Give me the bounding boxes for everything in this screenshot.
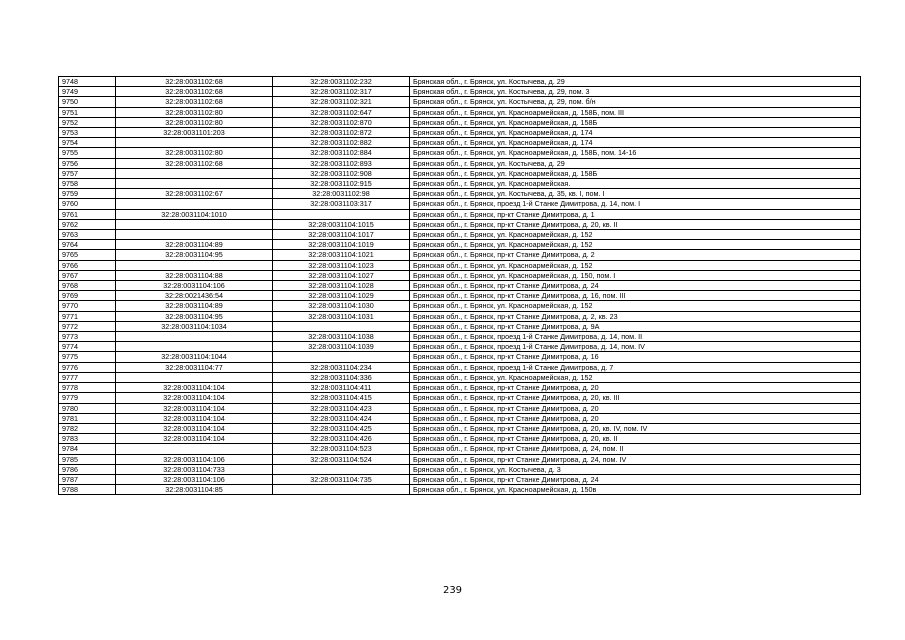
land-cadastral-number-cell: 32:28:0031102:67 [116,189,273,199]
table-row [59,260,861,270]
address-cell: Брянская обл., г. Брянск, пр-кт Станке Димитрова, д. 24 [410,281,861,291]
row-number-cell: 9751 [59,107,116,117]
land-cadastral-number-cell: 32:28:0031101:203 [116,128,273,138]
table-row [59,270,861,280]
object-cadastral-number-cell: 32:28:0031104:524 [273,454,410,464]
table-row [59,199,861,209]
address-cell: Брянская обл., г. Брянск, ул. Красноармейская, д. 174 [410,128,861,138]
row-number-cell: 9756 [59,158,116,168]
object-cadastral-number-cell: 32:28:0031102:870 [273,117,410,127]
land-cadastral-number-cell [116,168,273,178]
table-row [59,291,861,301]
land-cadastral-number-cell [116,332,273,342]
land-cadastral-number-cell [116,372,273,382]
land-cadastral-number-cell: 32:28:0031104:106 [116,281,273,291]
row-number-cell: 9755 [59,148,116,158]
address-cell: Брянская обл., г. Брянск, пр-кт Станке Димитрова, д. 1 [410,209,861,219]
address-cell: Брянская обл., г. Брянск, пр-кт Станке Димитрова, д. 20 [410,413,861,423]
object-cadastral-number-cell: 32:28:0031104:1015 [273,219,410,229]
land-cadastral-number-cell: 32:28:0031104:89 [116,240,273,250]
row-number-cell: 9770 [59,301,116,311]
land-cadastral-number-cell: 32:28:0031104:104 [116,393,273,403]
object-cadastral-number-cell: 32:28:0031103:317 [273,199,410,209]
object-cadastral-number-cell: 32:28:0031104:1027 [273,270,410,280]
land-cadastral-number-cell [116,138,273,148]
address-cell: Брянская обл., г. Брянск, ул. Красноармейская, д. 158Б, пом. III [410,107,861,117]
address-cell: Брянская обл., г. Брянск, пр-кт Станке Димитрова, д. 24 [410,474,861,484]
address-cell: Брянская обл., г. Брянск, пр-кт Станке Димитрова, д. 16, пом. III [410,291,861,301]
address-cell: Брянская обл., г. Брянск, ул. Красноармейская, д. 152 [410,260,861,270]
object-cadastral-number-cell [273,209,410,219]
table-row [59,107,861,117]
row-number-cell: 9753 [59,128,116,138]
object-cadastral-number-cell: 32:28:0031102:317 [273,87,410,97]
address-cell: Брянская обл., г. Брянск, ул. Красноармейская, д. 152 [410,230,861,240]
object-cadastral-number-cell: 32:28:0031102:647 [273,107,410,117]
address-cell: Брянская обл., г. Брянск, ул. Костычева, д. 35, кв. I, пом. I [410,189,861,199]
table-row [59,413,861,423]
row-number-cell: 9759 [59,189,116,199]
land-cadastral-number-cell: 32:28:0031104:95 [116,250,273,260]
object-cadastral-number-cell: 32:28:0031104:523 [273,444,410,454]
page-number: 239 [442,585,463,596]
land-cadastral-number-cell: 32:28:0031104:1010 [116,209,273,219]
row-number-cell: 9761 [59,209,116,219]
address-cell: Брянская обл., г. Брянск, пр-кт Станке Димитрова, д. 20, кв. III [410,393,861,403]
table-row [59,219,861,229]
object-cadastral-number-cell: 32:28:0031102:98 [273,189,410,199]
object-cadastral-number-cell: 32:28:0031104:1028 [273,281,410,291]
table-row [59,301,861,311]
address-cell: Брянская обл., г. Брянск, пр-кт Станке Димитрова, д. 24, пом. IV [410,454,861,464]
land-cadastral-number-cell: 32:28:0031104:106 [116,454,273,464]
table-row [59,230,861,240]
object-cadastral-number-cell: 32:28:0031104:425 [273,423,410,433]
address-cell: Брянская обл., г. Брянск, проезд 1-й Станке Димитрова, д. 14, пом. IV [410,342,861,352]
row-number-cell: 9788 [59,485,116,495]
table-row [59,383,861,393]
land-cadastral-number-cell [116,444,273,454]
row-number-cell: 9775 [59,352,116,362]
object-cadastral-number-cell [273,464,410,474]
land-cadastral-number-cell: 32:28:0031102:80 [116,148,273,158]
object-cadastral-number-cell: 32:28:0031104:411 [273,383,410,393]
address-cell: Брянская обл., г. Брянск, пр-кт Станке Димитрова, д. 20, кв. IV, пом. IV [410,423,861,433]
land-cadastral-number-cell: 32:28:0031104:1044 [116,352,273,362]
row-number-cell: 9781 [59,413,116,423]
row-number-cell: 9752 [59,117,116,127]
address-cell: Брянская обл., г. Брянск, ул. Красноармейская, д. 158Б [410,117,861,127]
row-number-cell: 9762 [59,219,116,229]
row-number-cell: 9782 [59,423,116,433]
table-row [59,321,861,331]
object-cadastral-number-cell: 32:28:0031102:872 [273,128,410,138]
table-row [59,342,861,352]
address-cell: Брянская обл., г. Брянск, проезд 1-й Станке Димитрова, д. 7 [410,362,861,372]
object-cadastral-number-cell: 32:28:0031104:1023 [273,260,410,270]
land-cadastral-number-cell: 32:28:0031104:104 [116,434,273,444]
land-cadastral-number-cell: 32:28:0031104:95 [116,311,273,321]
address-cell: Брянская обл., г. Брянск, проезд 1-й Станке Димитрова, д. 14, пом. II [410,332,861,342]
table-body [59,77,861,495]
table-row [59,423,861,433]
row-number-cell: 9767 [59,270,116,280]
land-cadastral-number-cell: 32:28:0031104:106 [116,474,273,484]
object-cadastral-number-cell: 32:28:0031102:884 [273,148,410,158]
land-cadastral-number-cell: 32:28:0031104:104 [116,403,273,413]
row-number-cell: 9784 [59,444,116,454]
row-number-cell: 9778 [59,383,116,393]
table-row [59,128,861,138]
row-number-cell: 9750 [59,97,116,107]
address-cell: Брянская обл., г. Брянск, ул. Красноармейская, д. 150, пом. I [410,270,861,280]
address-cell: Брянская обл., г. Брянск, пр-кт Станке Димитрова, д. 24, пом. II [410,444,861,454]
object-cadastral-number-cell: 32:28:0031102:915 [273,179,410,189]
object-cadastral-number-cell: 32:28:0031104:424 [273,413,410,423]
land-cadastral-number-cell: 32:28:0031104:89 [116,301,273,311]
table-row [59,97,861,107]
row-number-cell: 9765 [59,250,116,260]
table-row [59,117,861,127]
land-cadastral-number-cell: 32:28:0031102:68 [116,77,273,87]
address-cell: Брянская обл., г. Брянск, ул. Красноармейская, д. 158Б [410,168,861,178]
object-cadastral-number-cell: 32:28:0031104:735 [273,474,410,484]
row-number-cell: 9757 [59,168,116,178]
address-cell: Брянская обл., г. Брянск, ул. Красноармейская, д. 152 [410,301,861,311]
row-number-cell: 9774 [59,342,116,352]
register-sheet [58,76,861,495]
row-number-cell: 9773 [59,332,116,342]
land-cadastral-number-cell [116,199,273,209]
table-row [59,362,861,372]
address-cell: Брянская обл., г. Брянск, пр-кт Станке Димитрова, д. 20 [410,403,861,413]
object-cadastral-number-cell: 32:28:0031104:336 [273,372,410,382]
table-row [59,454,861,464]
land-cadastral-number-cell: 32:28:0031104:85 [116,485,273,495]
land-cadastral-number-cell: 32:28:0031104:1034 [116,321,273,331]
row-number-cell: 9771 [59,311,116,321]
land-cadastral-number-cell: 32:28:0031104:88 [116,270,273,280]
address-cell: Брянская обл., г. Брянск, ул. Костычева, д. 29, пом. 3 [410,87,861,97]
object-cadastral-number-cell: 32:28:0031104:1039 [273,342,410,352]
address-cell: Брянская обл., г. Брянск, пр-кт Станке Димитрова, д. 2 [410,250,861,260]
row-number-cell: 9769 [59,291,116,301]
table-row [59,189,861,199]
land-cadastral-number-cell [116,260,273,270]
object-cadastral-number-cell: 32:28:0031102:908 [273,168,410,178]
object-cadastral-number-cell: 32:28:0031104:234 [273,362,410,372]
address-cell: Брянская обл., г. Брянск, пр-кт Станке Димитрова, д. 16 [410,352,861,362]
row-number-cell: 9786 [59,464,116,474]
row-number-cell: 9760 [59,199,116,209]
land-cadastral-number-cell [116,179,273,189]
row-number-cell: 9785 [59,454,116,464]
row-number-cell: 9766 [59,260,116,270]
row-number-cell: 9763 [59,230,116,240]
address-cell: Брянская обл., г. Брянск, ул. Костычева, д. 29 [410,158,861,168]
address-cell: Брянская обл., г. Брянск, ул. Красноармейская, д. 152 [410,372,861,382]
object-cadastral-number-cell: 32:28:0031104:426 [273,434,410,444]
object-cadastral-number-cell: 32:28:0031104:423 [273,403,410,413]
table-row [59,138,861,148]
land-cadastral-number-cell: 32:28:0031102:80 [116,107,273,117]
address-cell: Брянская обл., г. Брянск, проезд 1-й Станке Димитрова, д. 14, пом. I [410,199,861,209]
land-cadastral-number-cell: 32:28:0031104:77 [116,362,273,372]
table-row [59,77,861,87]
table-row [59,250,861,260]
land-cadastral-number-cell [116,342,273,352]
land-cadastral-number-cell: 32:28:0031102:68 [116,158,273,168]
row-number-cell: 9777 [59,372,116,382]
land-cadastral-number-cell: 32:28:0031102:80 [116,117,273,127]
address-cell: Брянская обл., г. Брянск, пр-кт Станке Димитрова, д. 20 [410,383,861,393]
row-number-cell: 9754 [59,138,116,148]
object-cadastral-number-cell: 32:28:0031104:1017 [273,230,410,240]
table-row [59,158,861,168]
address-cell: Брянская обл., г. Брянск, ул. Красноармейская, д. 158Б, пом. 14-16 [410,148,861,158]
land-cadastral-number-cell: 32:28:0031104:733 [116,464,273,474]
address-cell: Брянская обл., г. Брянск, пр-кт Станке Димитрова, д. 20, кв. II [410,434,861,444]
object-cadastral-number-cell: 32:28:0031102:232 [273,77,410,87]
parcel-register-table [58,76,861,495]
address-cell: Брянская обл., г. Брянск, пр-кт Станке Димитрова, д. 2, кв. 23 [410,311,861,321]
address-cell: Брянская обл., г. Брянск, ул. Красноармейская. [410,179,861,189]
row-number-cell: 9780 [59,403,116,413]
object-cadastral-number-cell: 32:28:0031102:882 [273,138,410,148]
address-cell: Брянская обл., г. Брянск, ул. Костычева, д. 29, пом. б/н [410,97,861,107]
row-number-cell: 9779 [59,393,116,403]
object-cadastral-number-cell: 32:28:0031104:1030 [273,301,410,311]
table-row [59,403,861,413]
table-row [59,87,861,97]
table-row [59,209,861,219]
object-cadastral-number-cell: 32:28:0031104:1021 [273,250,410,260]
row-number-cell: 9787 [59,474,116,484]
table-row [59,393,861,403]
table-row [59,281,861,291]
object-cadastral-number-cell: 32:28:0031104:1029 [273,291,410,301]
object-cadastral-number-cell [273,485,410,495]
row-number-cell: 9764 [59,240,116,250]
object-cadastral-number-cell: 32:28:0031102:321 [273,97,410,107]
land-cadastral-number-cell: 32:28:0031104:104 [116,423,273,433]
address-cell: Брянская обл., г. Брянск, ул. Красноармейская, д. 174 [410,138,861,148]
object-cadastral-number-cell: 32:28:0031104:1019 [273,240,410,250]
row-number-cell: 9758 [59,179,116,189]
table-row [59,168,861,178]
object-cadastral-number-cell: 32:28:0031104:1038 [273,332,410,342]
land-cadastral-number-cell: 32:28:0031102:68 [116,97,273,107]
land-cadastral-number-cell: 32:28:0031104:104 [116,383,273,393]
table-row [59,352,861,362]
table-row [59,332,861,342]
land-cadastral-number-cell [116,219,273,229]
land-cadastral-number-cell: 32:28:0021436:54 [116,291,273,301]
object-cadastral-number-cell [273,321,410,331]
address-cell: Брянская обл., г. Брянск, пр-кт Станке Димитрова, д. 9А [410,321,861,331]
address-cell: Брянская обл., г. Брянск, ул. Красноармейская, д. 150в [410,485,861,495]
land-cadastral-number-cell: 32:28:0031104:104 [116,413,273,423]
row-number-cell: 9776 [59,362,116,372]
row-number-cell: 9783 [59,434,116,444]
table-row [59,444,861,454]
object-cadastral-number-cell: 32:28:0031104:1031 [273,311,410,321]
land-cadastral-number-cell: 32:28:0031102:68 [116,87,273,97]
object-cadastral-number-cell: 32:28:0031104:415 [273,393,410,403]
table-row [59,372,861,382]
table-row [59,474,861,484]
object-cadastral-number-cell [273,352,410,362]
land-cadastral-number-cell [116,230,273,240]
table-row [59,464,861,474]
row-number-cell: 9749 [59,87,116,97]
address-cell: Брянская обл., г. Брянск, ул. Костычева, д. 3 [410,464,861,474]
object-cadastral-number-cell: 32:28:0031102:893 [273,158,410,168]
table-row [59,434,861,444]
address-cell: Брянская обл., г. Брянск, ул. Красноармейская, д. 152 [410,240,861,250]
address-cell: Брянская обл., г. Брянск, пр-кт Станке Димитрова, д. 20, кв. II [410,219,861,229]
table-row [59,240,861,250]
row-number-cell: 9768 [59,281,116,291]
row-number-cell: 9748 [59,77,116,87]
row-number-cell: 9772 [59,321,116,331]
table-row [59,311,861,321]
table-row [59,148,861,158]
table-row [59,179,861,189]
address-cell: Брянская обл., г. Брянск, ул. Костычева, д. 29 [410,77,861,87]
table-row [59,485,861,495]
